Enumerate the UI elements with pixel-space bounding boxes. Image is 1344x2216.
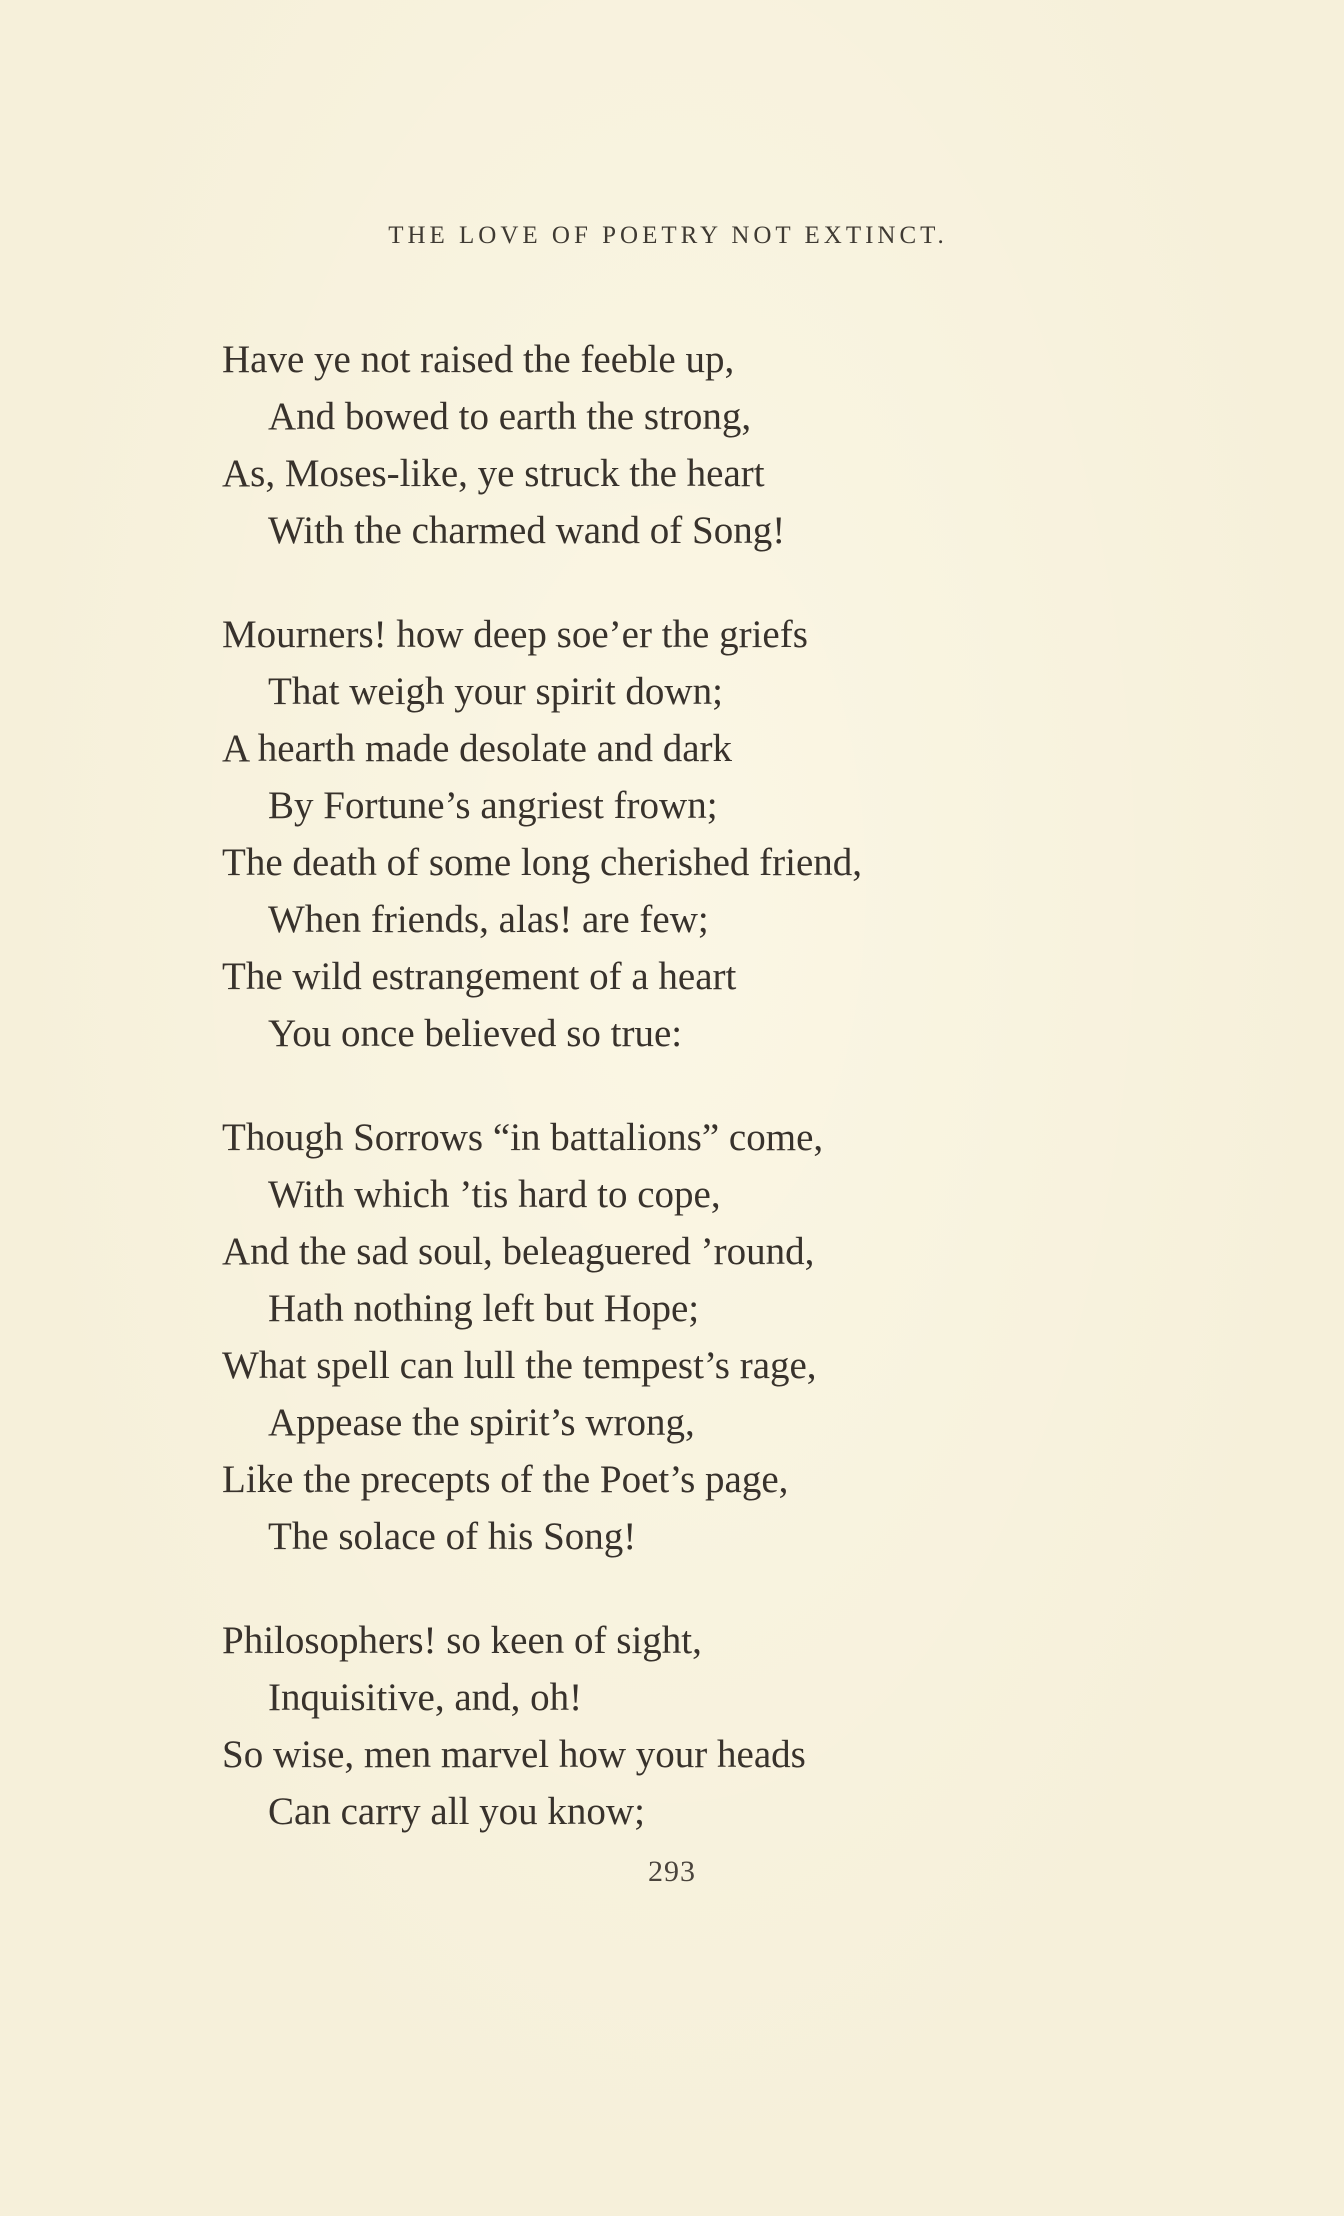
page-number: 293 xyxy=(648,1855,696,1888)
poem-line: The wild estrangement of a heart xyxy=(222,955,737,998)
poem-body xyxy=(0,331,1344,1840)
poem-line: Appease the spirit’s wrong, xyxy=(268,1401,695,1444)
poem-line: Inquisitive, and, oh! xyxy=(268,1676,583,1719)
stanza-gap xyxy=(0,1062,1344,1109)
running-head-text: THE LOVE OF POETRY NOT EXTINCT. xyxy=(388,222,948,249)
poem-line: And the sad soul, beleaguered ’round, xyxy=(222,1230,815,1273)
poem-line: Can carry all you know; xyxy=(268,1790,645,1833)
stanza-1 xyxy=(0,331,1344,559)
poem-line: That weigh your spirit down; xyxy=(268,670,723,713)
stanza-2 xyxy=(0,606,1344,1062)
poem-line: Have ye not raised the feeble up, xyxy=(222,338,735,381)
poem-line: With the charmed wand of Song! xyxy=(268,509,786,552)
poem-line: The solace of his Song! xyxy=(268,1515,637,1558)
poem-line: You once believed so true: xyxy=(268,1012,683,1055)
poem-line: Philosophers! so keen of sight, xyxy=(222,1619,702,1662)
poem-line: Like the precepts of the Poet’s page, xyxy=(222,1458,789,1501)
stanza-gap xyxy=(0,1565,1344,1612)
poem-line: What spell can lull the tempest’s rage, xyxy=(222,1344,817,1387)
poem-line: When friends, alas! are few; xyxy=(268,898,709,941)
poem-line: By Fortune’s angriest frown; xyxy=(268,784,718,827)
stanza-4 xyxy=(0,1612,1344,1840)
poem-line: As, Moses-like, ye struck the heart xyxy=(222,452,765,495)
stanza-gap xyxy=(0,559,1344,606)
poem-line: Mourners! how deep soe’er the griefs xyxy=(222,613,808,656)
poem-line: And bowed to earth the strong, xyxy=(268,395,752,438)
poem-line: Though Sorrows “in battalions” come, xyxy=(222,1116,824,1159)
poem-line: With which ’tis hard to cope, xyxy=(268,1173,721,1216)
poem-line: Hath nothing left but Hope; xyxy=(268,1287,700,1330)
poem-line: So wise, men marvel how your heads xyxy=(222,1733,806,1776)
running-head xyxy=(0,222,1344,250)
stanza-3 xyxy=(0,1109,1344,1565)
poem-line: A hearth made desolate and dark xyxy=(222,727,733,770)
poem-line: The death of some long cherished friend, xyxy=(222,841,863,884)
